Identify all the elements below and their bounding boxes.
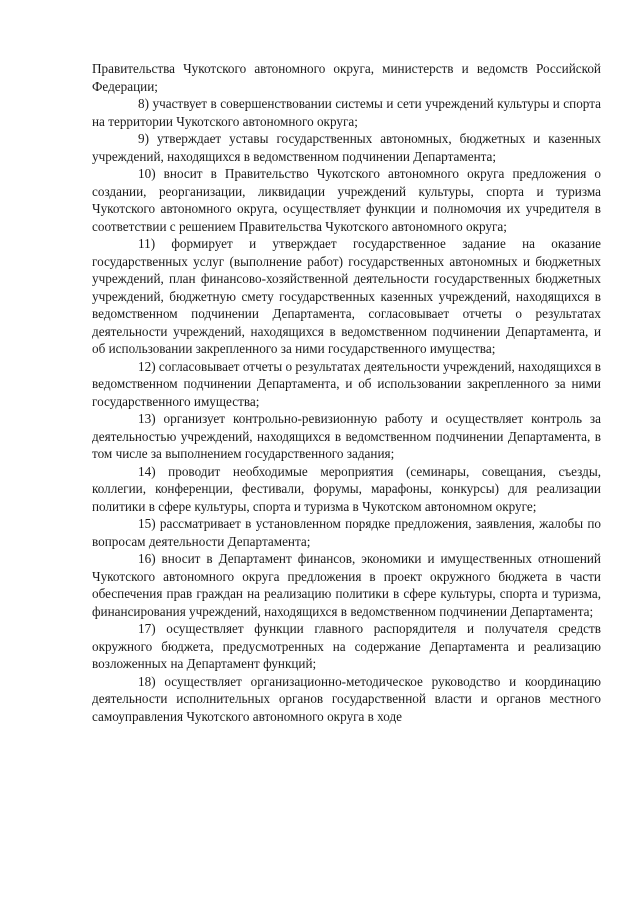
paragraph-item-12: 12) согласовывает отчеты о результатах деятельности учреждений, находящихся в ведомственном подчинении Департамента, и об использовании закрепленного за ними государственного имущества; xyxy=(92,358,601,409)
paragraph-item-8: 8) участвует в совершенствовании системы и сети учреждений культуры и спорта на территории Чукотского автономного округа; xyxy=(92,96,601,129)
paragraph-item-18: 18) осуществляет организационно-методическое руководство и координацию деятельности исполнительных органов государственной власти и органов местного самоуправления Чукотского автономного округа в ходе xyxy=(92,673,601,724)
paragraph-item-17: 17) осуществляет функции главного распорядителя и получателя средств окружного бюджета, предусмотренных на содержание Департамента и реализацию возложенных на Департамент функций; xyxy=(92,621,601,671)
paragraph-continuation: Правительства Чукотского автономного округа, министерств и ведомств Российской Федерации; xyxy=(92,61,601,94)
document-page xyxy=(92,60,601,725)
paragraph-item-16: 16) вносит в Департамент финансов, экономики и имущественных отношений Чукотского автономного округа предложения в проект окружного бюджета в части обеспечения прав граждан на реализацию политики в сфере культуры, спорта и туризма, финансирования учреждений, находящихся в ведомственном подчинении Департамента; xyxy=(92,551,601,619)
paragraph-item-10: 10) вносит в Правительство Чукотского автономного округа предложения о создании, реорганизации, ликвидации учреждений культуры, спорта и туризма Чукотского автономного округа, осуществляет функции и полномочия их учредителя в соответствии с решением Правительства Чукотского автономного округа; xyxy=(92,166,601,234)
paragraph-item-9: 9) утверждает уставы государственных автономных, бюджетных и казенных учреждений, находящихся в ведомственном подчинении Департамента; xyxy=(92,131,601,164)
paragraph-item-14: 14) проводит необходимые мероприятия (семинары, совещания, съезды, коллегии, конференции, фестивали, форумы, марафоны, конкурсы) для реализации политики в сфере культуры, спорта и туризма в Чукотском автономном округе; xyxy=(92,463,601,514)
paragraph-item-13: 13) организует контрольно-ревизионную работу и осуществляет контроль за деятельностью учреждений, находящихся в ведомственном подчинении Департамента, в том числе за выполнением государственного задания; xyxy=(92,411,601,461)
paragraph-item-11: 11) формирует и утверждает государственное задание на оказание государственных услуг (выполнение работ) государственных автономных и бюджетных учреждений, план финансово-хозяйственной деятельности государственных бюджетных учреждений, бюджетную смету государственных казенных учреждений, находящихся в ведомственном подчинении Департамента, согласовывает отчеты о результатах деятельности учреждений, находящихся в ведомственном подчинении Департамента, и об использовании закрепленного за ними государственного имущества; xyxy=(92,236,601,356)
paragraph-item-15: 15) рассматривает в установленном порядке предложения, заявления, жалобы по вопросам деятельности Департамента; xyxy=(92,516,601,549)
